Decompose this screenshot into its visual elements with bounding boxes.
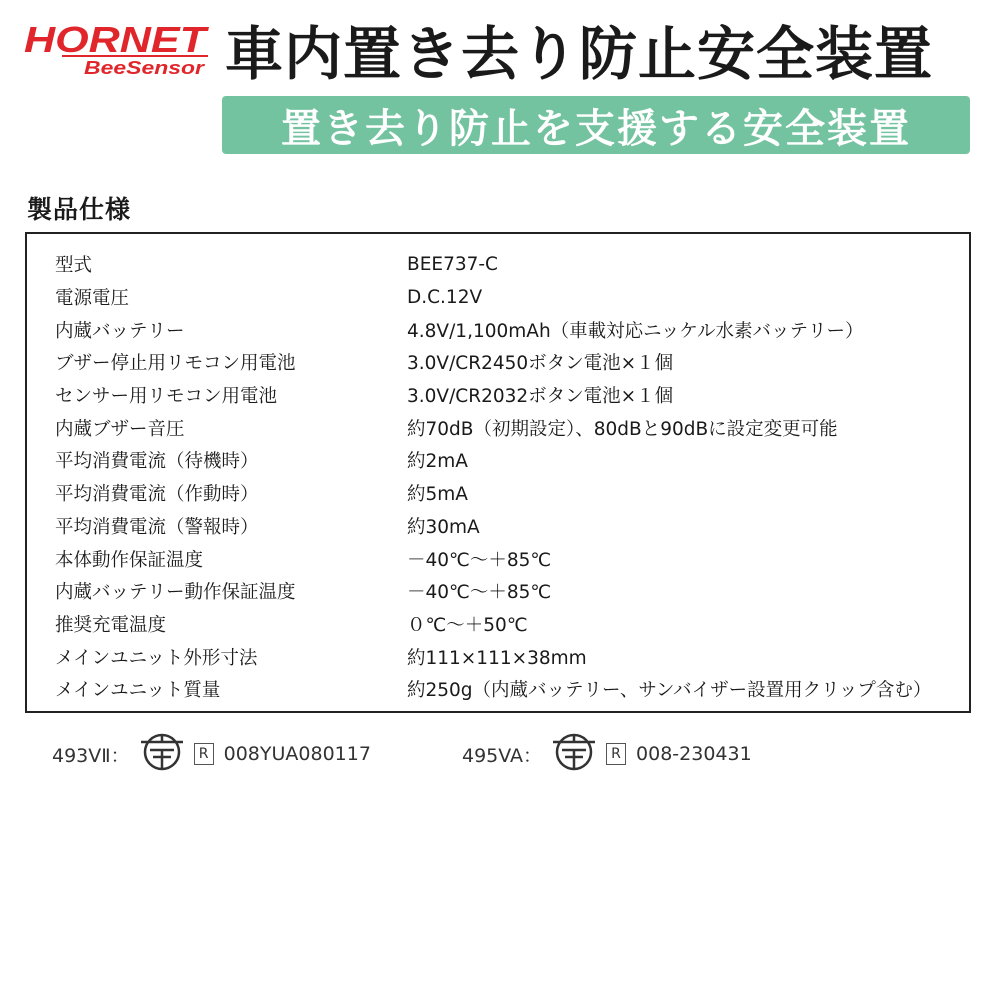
page-title: 車内置き去り防止安全装置 <box>225 20 934 88</box>
spec-label: メインユニット質量 <box>55 680 221 702</box>
subtitle-text: 置き去り防止を支援する安全装置 <box>281 105 911 152</box>
spec-label: メインユニット外形寸法 <box>55 647 258 669</box>
cert-prefix: 495VA： <box>462 744 543 767</box>
spec-label: 内蔵バッテリー動作保証温度 <box>55 582 296 604</box>
spec-value: 約30mA <box>407 516 480 538</box>
spec-value: 約2mA <box>407 451 468 473</box>
logo-main-text: HORNET <box>24 22 210 60</box>
hornet-logo-graphic <box>22 22 212 82</box>
certification-495va <box>462 734 752 774</box>
subtitle-banner <box>222 96 970 154</box>
spec-value: 約70dB（初期設定）、80dBと90dBに設定変更可能 <box>407 418 838 440</box>
spec-row <box>55 673 931 706</box>
spec-label: センサー用リモコン用電池 <box>55 386 278 408</box>
spec-row <box>55 640 931 673</box>
spec-label: ブザー停止用リモコン用電池 <box>55 353 296 375</box>
spec-label: 推奨充電温度 <box>55 614 167 636</box>
spec-row <box>55 313 931 346</box>
cert-prefix: 493VⅡ： <box>52 744 130 767</box>
spec-label: 内蔵バッテリー <box>55 320 185 342</box>
spec-value: 3.0V/CR2450ボタン電池×１個 <box>407 353 674 375</box>
logo-sub-text: BeeSensor <box>84 58 206 78</box>
spec-table-body <box>55 248 931 706</box>
spec-row <box>55 608 931 641</box>
giteki-mark-icon <box>550 732 598 777</box>
spec-label: 平均消費電流（警報時） <box>55 516 259 538</box>
certification-493v2 <box>52 734 371 774</box>
spec-row <box>55 575 931 608</box>
spec-label: 内蔵ブザー音圧 <box>55 418 185 440</box>
spec-row <box>55 444 931 477</box>
spec-value: 約111×111×38mm <box>407 647 587 669</box>
spec-value: BEE737-C <box>407 253 498 275</box>
cert-number: 008YUA080117 <box>223 743 371 765</box>
cert-number: 008-230431 <box>636 743 752 765</box>
spec-row <box>55 411 931 444</box>
giteki-mark-icon <box>138 732 186 777</box>
registered-r-mark: R <box>194 743 214 765</box>
spec-row <box>55 346 931 379</box>
spec-table-box <box>25 232 971 713</box>
spec-row <box>55 281 931 314</box>
spec-value: 3.0V/CR2032ボタン電池×１個 <box>407 386 674 408</box>
spec-row <box>55 477 931 510</box>
spec-label: 平均消費電流（待機時） <box>55 451 259 473</box>
spec-row <box>55 248 931 281</box>
spec-value: ０℃～＋50℃ <box>407 614 528 636</box>
spec-row <box>55 510 931 543</box>
registered-r-mark: R <box>606 743 626 765</box>
spec-row <box>55 379 931 412</box>
specs-heading: 製品仕様 <box>27 195 132 224</box>
spec-row <box>55 542 931 575</box>
spec-table <box>55 248 931 706</box>
hornet-logo <box>22 22 212 82</box>
spec-value: D.C.12V <box>407 286 483 308</box>
spec-label: 電源電圧 <box>55 288 130 310</box>
spec-label: 平均消費電流（作動時） <box>55 484 259 506</box>
spec-value: 約5mA <box>407 484 468 506</box>
spec-label: 型式 <box>55 255 93 277</box>
spec-value: 4.8V/1,100mAh（車載対応ニッケル水素バッテリー） <box>407 320 864 342</box>
spec-value: －40℃～＋85℃ <box>407 582 552 604</box>
spec-value: －40℃～＋85℃ <box>407 549 552 571</box>
spec-value: 約250g（内蔵バッテリー、サンバイザー設置用クリップ含む） <box>407 680 932 702</box>
spec-label: 本体動作保証温度 <box>55 549 204 571</box>
